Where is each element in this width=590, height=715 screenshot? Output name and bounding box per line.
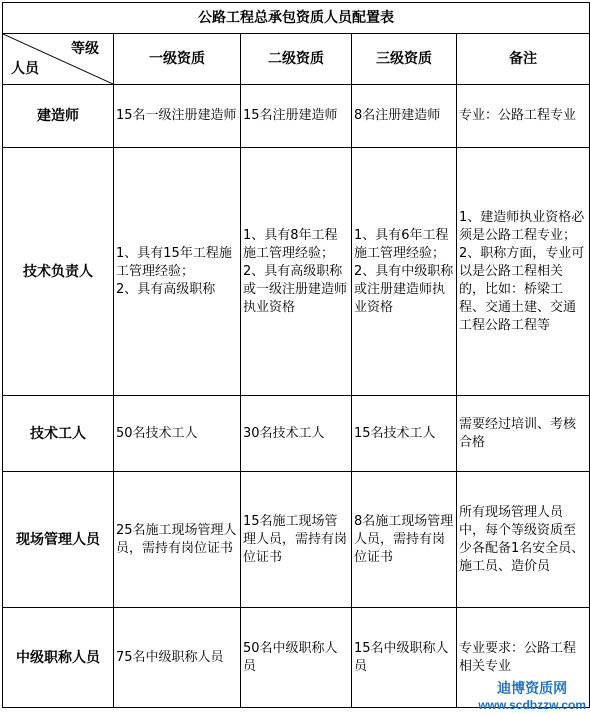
table-cell: 8名施工现场管理人员，需持有岗位证书 xyxy=(352,472,457,608)
watermark-url: www.scdbzzw.com xyxy=(478,698,586,712)
column-header-level1: 一级资质 xyxy=(114,34,241,85)
table-cell: 1、具有6年工程施工管理经验； 2、具有中级职称或注册建造师执业资格 xyxy=(352,148,457,396)
table-cell: 专业：公路工程专业 xyxy=(457,85,590,148)
table-cell: 15名注册建造师 xyxy=(241,85,352,148)
table-cell: 1、建造师执业资格必须是公路工程专业； 2、职称方面，专业可以是公路工程相关的，比如：桥梁工程、交通土建、交通工程公路工程等 xyxy=(457,148,590,396)
table-cell: 50名中级职称人员 xyxy=(241,608,352,708)
row-label: 建造师 xyxy=(3,85,114,148)
table-row-builder xyxy=(3,85,590,148)
table-cell: 30名技术工人 xyxy=(241,396,352,472)
row-label: 中级职称人员 xyxy=(3,608,114,708)
table-row-site-managers xyxy=(3,472,590,608)
corner-level-label: 等级 xyxy=(71,41,99,57)
corner-header-cell xyxy=(3,34,114,85)
table-cell: 25名施工现场管理人员，需持有岗位证书 xyxy=(114,472,241,608)
column-header-level3: 三级资质 xyxy=(352,34,457,85)
table-cell: 75名中级职称人员 xyxy=(114,608,241,708)
site-watermark xyxy=(478,681,586,713)
table-cell: 专业要求：公路工程相关专业 xyxy=(457,608,590,708)
table-cell: 15名一级注册建造师 xyxy=(114,85,241,148)
table-cell: 所有现场管理人员中，每个等级资质至少各配备1名安全员、施工员、造价员 xyxy=(457,472,590,608)
watermark-name: 迪博资质网 xyxy=(497,681,568,697)
table-row-tech-lead xyxy=(3,148,590,396)
row-label: 现场管理人员 xyxy=(3,472,114,608)
table-cell: 需要经过培训、考核合格 xyxy=(457,396,590,472)
table-row-tech-workers xyxy=(3,396,590,472)
table-cell: 15名中级职称人员 xyxy=(352,608,457,708)
column-header-level2: 二级资质 xyxy=(241,34,352,85)
corner-staff-label: 人员 xyxy=(11,61,39,77)
row-label: 技术工人 xyxy=(3,396,114,472)
staffing-table xyxy=(2,2,590,708)
table-cell: 1、具有8年工程施工管理经验； 2、具有高级职称或一级注册建造师执业资格 xyxy=(241,148,352,396)
table-cell: 15名施工现场管理人员，需持有岗位证书 xyxy=(241,472,352,608)
table-cell: 8名注册建造师 xyxy=(352,85,457,148)
table-cell: 50名技术工人 xyxy=(114,396,241,472)
table-cell: 15名技术工人 xyxy=(352,396,457,472)
table-cell: 1、具有15年工程施工管理经验； 2、具有高级职称 xyxy=(114,148,241,396)
column-header-notes: 备注 xyxy=(457,34,590,85)
table-title: 公路工程总承包资质人员配置表 xyxy=(3,3,590,34)
row-label: 技术负责人 xyxy=(3,148,114,396)
